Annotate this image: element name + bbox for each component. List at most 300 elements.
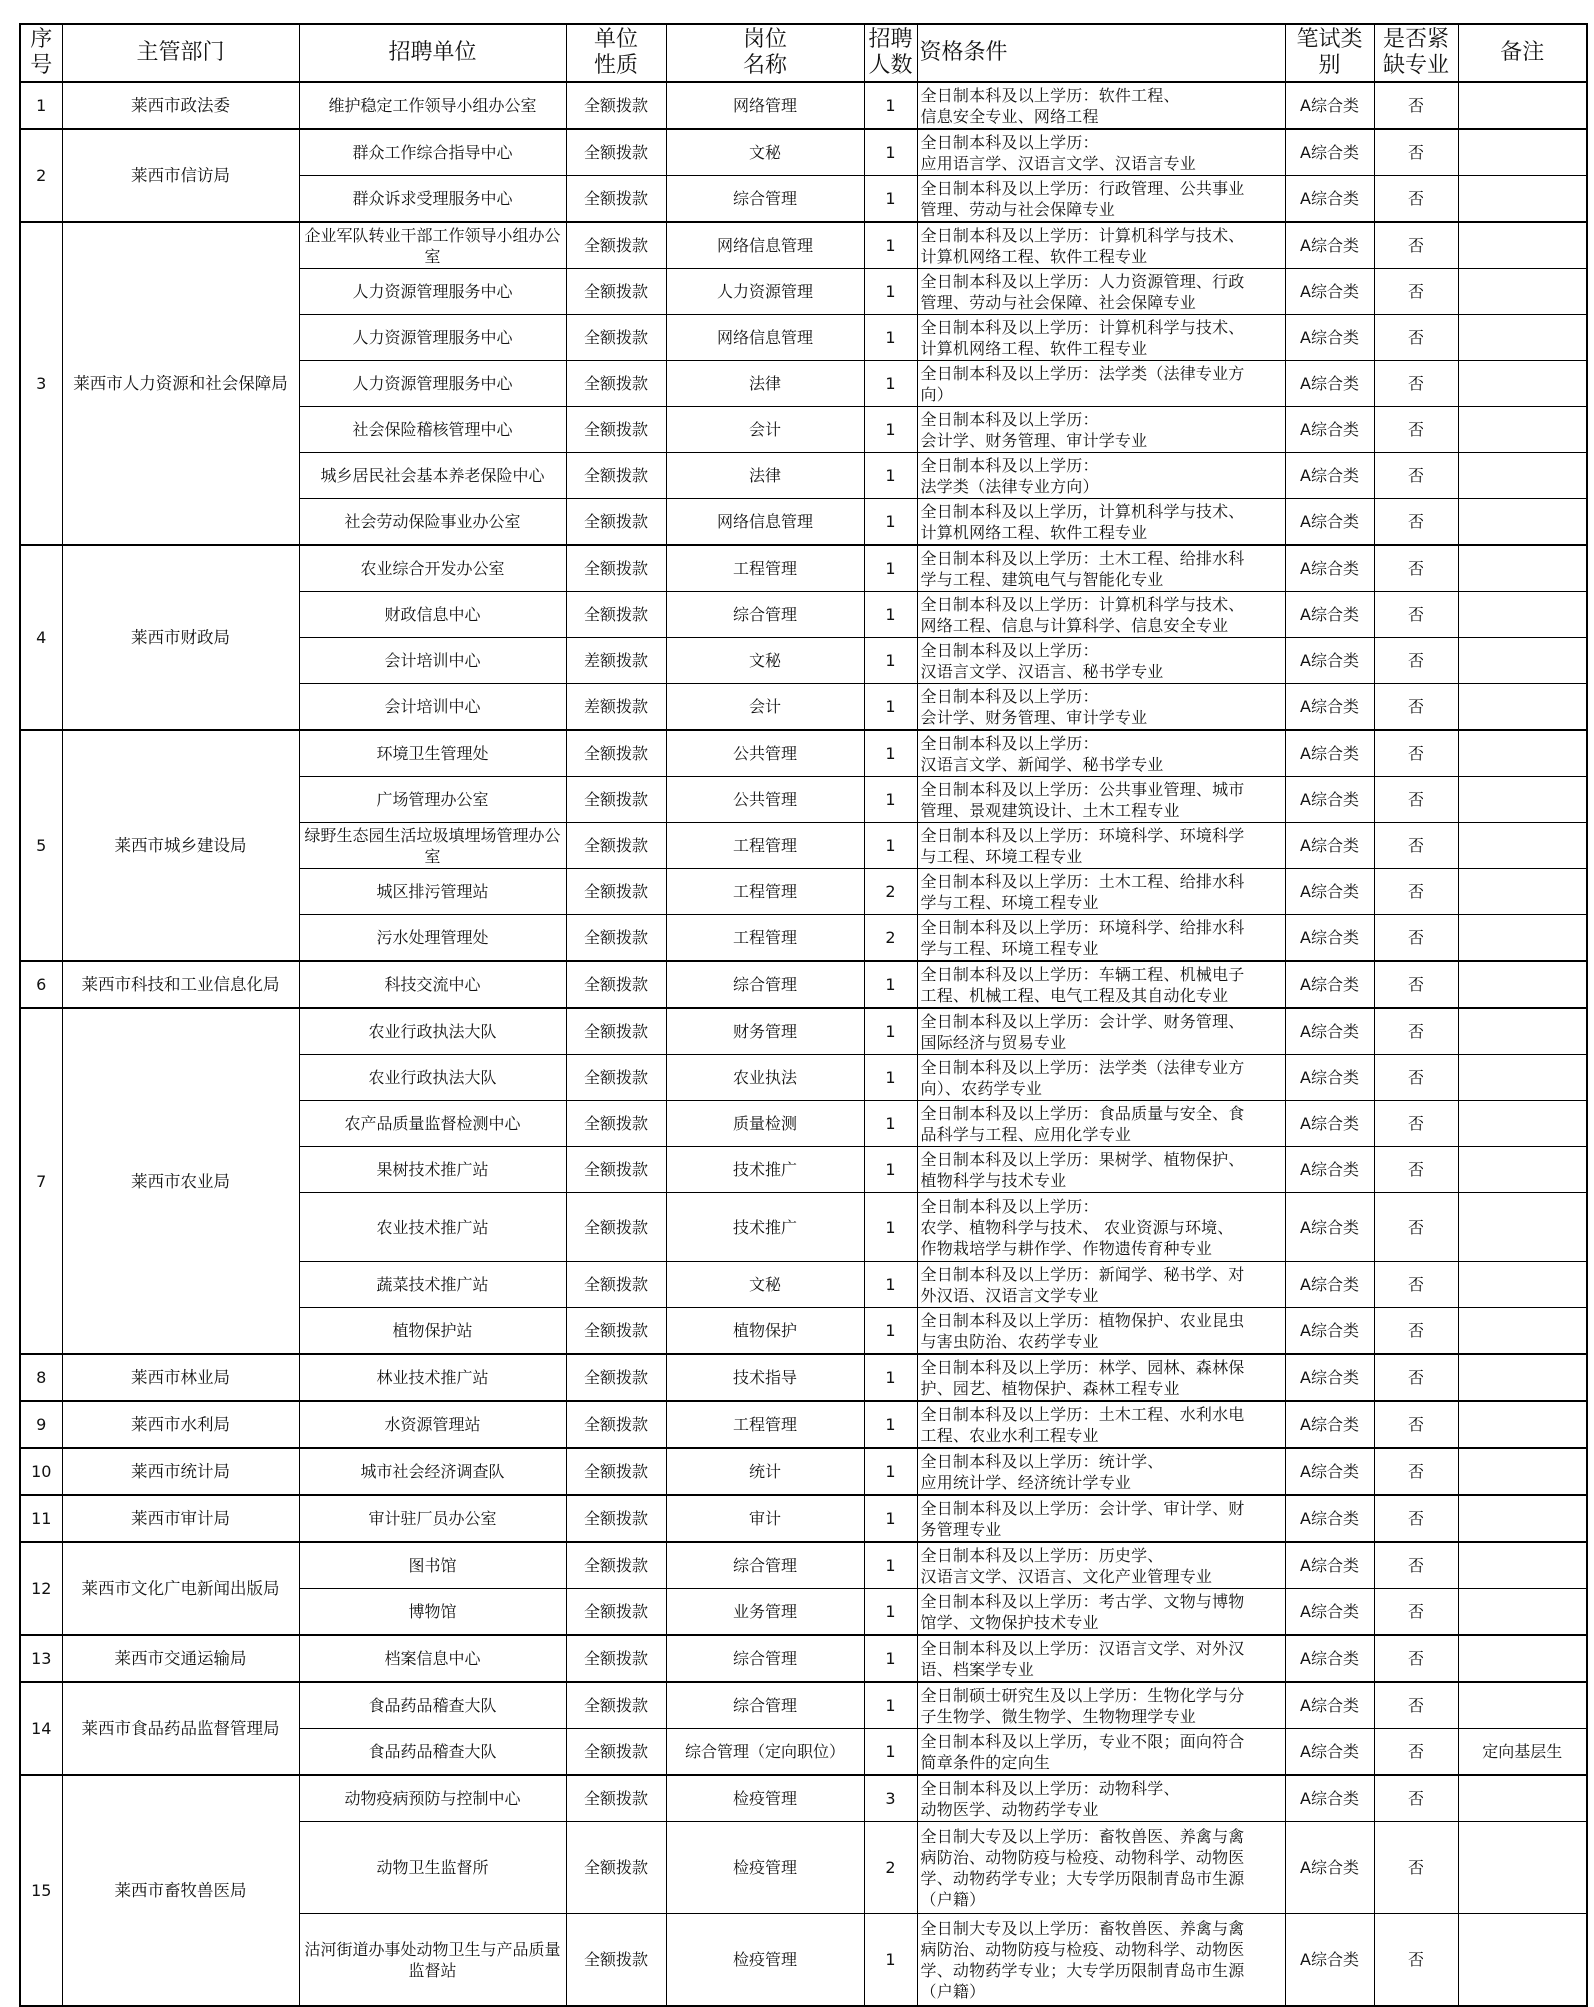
hire-count: 1 — [864, 1542, 917, 1589]
department: 莱西市财政局 — [62, 545, 299, 730]
unit-nature: 全额拨款 — [566, 1729, 666, 1776]
row-number: 11 — [20, 1495, 62, 1542]
remarks — [1458, 1008, 1587, 1055]
hiring-unit: 企业军队转业干部工作领导小组办公室 — [299, 222, 566, 269]
exam-category: A综合类 — [1285, 1448, 1374, 1495]
requirements: 全日制本科及以上学历：计算机科学与技术、 计算机网络工程、软件工程专业 — [917, 222, 1285, 269]
hire-count: 1 — [864, 1308, 917, 1355]
unit-nature: 全额拨款 — [566, 1448, 666, 1495]
department: 莱西市科技和工业信息化局 — [62, 961, 299, 1008]
urgent-major: 否 — [1374, 82, 1458, 129]
table-row — [20, 129, 1587, 176]
table-row — [20, 82, 1587, 129]
hiring-unit: 人力资源管理服务中心 — [299, 361, 566, 407]
hire-count: 1 — [864, 176, 917, 223]
urgent-major: 否 — [1374, 1308, 1458, 1355]
post-name: 业务管理 — [666, 1589, 864, 1636]
requirements: 全日制本科及以上学历：动物科学、 动物医学、动物药学专业 — [917, 1775, 1285, 1822]
hiring-unit: 林业技术推广站 — [299, 1354, 566, 1401]
requirements: 全日制本科及以上学历： 农学、植物科学与技术、 农业资源与环境、 作物栽培学与耕作学、作物遗传育种专业 — [917, 1193, 1285, 1262]
urgent-major: 否 — [1374, 1055, 1458, 1101]
requirements: 全日制本科及以上学历：土木工程、水利水电 工程、农业水利工程专业 — [917, 1401, 1285, 1448]
hire-count: 1 — [864, 1354, 917, 1401]
hire-count: 1 — [864, 1193, 917, 1262]
urgent-major: 否 — [1374, 1401, 1458, 1448]
header-urgent: 是否紧 缺专业 — [1374, 24, 1458, 82]
remarks — [1458, 869, 1587, 915]
exam-category: A综合类 — [1285, 684, 1374, 731]
post-name: 综合管理 — [666, 592, 864, 638]
row-number: 6 — [20, 961, 62, 1008]
exam-category: A综合类 — [1285, 1401, 1374, 1448]
post-name: 工程管理 — [666, 869, 864, 915]
urgent-major: 否 — [1374, 1589, 1458, 1636]
hire-count: 1 — [864, 1147, 917, 1193]
unit-nature: 全额拨款 — [566, 730, 666, 777]
hiring-unit: 审计驻厂员办公室 — [299, 1495, 566, 1542]
urgent-major: 否 — [1374, 545, 1458, 592]
remarks — [1458, 361, 1587, 407]
hire-count: 1 — [864, 730, 917, 777]
urgent-major: 否 — [1374, 592, 1458, 638]
header-nature: 单位 性质 — [566, 24, 666, 82]
post-name: 会计 — [666, 684, 864, 731]
hiring-unit: 图书馆 — [299, 1542, 566, 1589]
remarks — [1458, 592, 1587, 638]
unit-nature: 全额拨款 — [566, 1308, 666, 1355]
remarks — [1458, 222, 1587, 269]
row-number: 14 — [20, 1682, 62, 1775]
remarks — [1458, 1914, 1587, 2007]
remarks: 定向基层生 — [1458, 1729, 1587, 1776]
urgent-major: 否 — [1374, 1147, 1458, 1193]
exam-category: A综合类 — [1285, 961, 1374, 1008]
post-name: 法律 — [666, 453, 864, 499]
post-name: 工程管理 — [666, 545, 864, 592]
unit-nature: 全额拨款 — [566, 1589, 666, 1636]
remarks — [1458, 730, 1587, 777]
exam-category: A综合类 — [1285, 1682, 1374, 1729]
post-name: 网络信息管理 — [666, 222, 864, 269]
unit-nature: 全额拨款 — [566, 1682, 666, 1729]
hire-count: 1 — [864, 222, 917, 269]
hiring-unit: 果树技术推广站 — [299, 1147, 566, 1193]
post-name: 植物保护 — [666, 1308, 864, 1355]
unit-nature: 全额拨款 — [566, 1101, 666, 1147]
urgent-major: 否 — [1374, 1448, 1458, 1495]
post-name: 网络管理 — [666, 82, 864, 129]
exam-category: A综合类 — [1285, 315, 1374, 361]
header-post: 岗位 名称 — [666, 24, 864, 82]
post-name: 网络信息管理 — [666, 499, 864, 546]
unit-nature: 全额拨款 — [566, 315, 666, 361]
hiring-unit: 社会劳动保险事业办公室 — [299, 499, 566, 546]
department: 莱西市人力资源和社会保障局 — [62, 222, 299, 545]
table-row — [20, 1542, 1587, 1589]
requirements: 全日制本科及以上学历： 会计学、财务管理、审计学专业 — [917, 407, 1285, 453]
requirements: 全日制本科及以上学历：行政管理、公共事业 管理、劳动与社会保障专业 — [917, 176, 1285, 223]
hiring-unit: 城乡居民社会基本养老保险中心 — [299, 453, 566, 499]
hire-count: 1 — [864, 1401, 917, 1448]
hire-count: 1 — [864, 269, 917, 315]
hire-count: 1 — [864, 361, 917, 407]
hiring-unit: 群众诉求受理服务中心 — [299, 176, 566, 223]
hire-count: 1 — [864, 823, 917, 869]
exam-category: A综合类 — [1285, 730, 1374, 777]
department: 莱西市统计局 — [62, 1448, 299, 1495]
hire-count: 1 — [864, 129, 917, 176]
requirements: 全日制本科及以上学历：法学类（法律专业方 向） — [917, 361, 1285, 407]
exam-category: A综合类 — [1285, 1354, 1374, 1401]
remarks — [1458, 1682, 1587, 1729]
unit-nature: 全额拨款 — [566, 869, 666, 915]
exam-category: A综合类 — [1285, 1775, 1374, 1822]
hiring-unit: 人力资源管理服务中心 — [299, 269, 566, 315]
urgent-major: 否 — [1374, 777, 1458, 823]
post-name: 法律 — [666, 361, 864, 407]
requirements: 全日制本科及以上学历：汉语言文学、对外汉 语、档案学专业 — [917, 1635, 1285, 1682]
urgent-major: 否 — [1374, 1682, 1458, 1729]
urgent-major: 否 — [1374, 269, 1458, 315]
hire-count: 1 — [864, 1101, 917, 1147]
urgent-major: 否 — [1374, 453, 1458, 499]
post-name: 综合管理（定向职位） — [666, 1729, 864, 1776]
unit-nature: 全额拨款 — [566, 1822, 666, 1914]
post-name: 综合管理 — [666, 1635, 864, 1682]
exam-category: A综合类 — [1285, 222, 1374, 269]
remarks — [1458, 1822, 1587, 1914]
requirements: 全日制本科及以上学历： 会计学、财务管理、审计学专业 — [917, 684, 1285, 731]
department: 莱西市政法委 — [62, 82, 299, 129]
urgent-major: 否 — [1374, 176, 1458, 223]
post-name: 技术指导 — [666, 1354, 864, 1401]
table-row — [20, 1635, 1587, 1682]
hire-count: 2 — [864, 1822, 917, 1914]
exam-category: A综合类 — [1285, 1542, 1374, 1589]
post-name: 统计 — [666, 1448, 864, 1495]
hire-count: 1 — [864, 1448, 917, 1495]
table-row — [20, 730, 1587, 777]
requirements: 全日制本科及以上学历：新闻学、秘书学、对 外汉语、汉语言文学专业 — [917, 1262, 1285, 1308]
unit-nature: 全额拨款 — [566, 1635, 666, 1682]
urgent-major: 否 — [1374, 1775, 1458, 1822]
header-count: 招聘 人数 — [864, 24, 917, 82]
exam-category: A综合类 — [1285, 1262, 1374, 1308]
hiring-unit: 群众工作综合指导中心 — [299, 129, 566, 176]
remarks — [1458, 1495, 1587, 1542]
exam-category: A综合类 — [1285, 1635, 1374, 1682]
urgent-major: 否 — [1374, 361, 1458, 407]
header-exam: 笔试类 别 — [1285, 24, 1374, 82]
hiring-unit: 动物卫生监督所 — [299, 1822, 566, 1914]
table-row — [20, 1354, 1587, 1401]
department: 莱西市水利局 — [62, 1401, 299, 1448]
urgent-major: 否 — [1374, 129, 1458, 176]
remarks — [1458, 1308, 1587, 1355]
row-number: 10 — [20, 1448, 62, 1495]
unit-nature: 全额拨款 — [566, 961, 666, 1008]
requirements: 全日制本科及以上学历：环境科学、给排水科 学与工程、环境工程专业 — [917, 915, 1285, 962]
hiring-unit: 档案信息中心 — [299, 1635, 566, 1682]
remarks — [1458, 1589, 1587, 1636]
exam-category: A综合类 — [1285, 1914, 1374, 2007]
unit-nature: 全额拨款 — [566, 176, 666, 223]
remarks — [1458, 823, 1587, 869]
requirements: 全日制本科及以上学历：土木工程、给排水科 学与工程、建筑电气与智能化专业 — [917, 545, 1285, 592]
urgent-major: 否 — [1374, 869, 1458, 915]
requirements: 全日制本科及以上学历：计算机科学与技术、 计算机网络工程、软件工程专业 — [917, 315, 1285, 361]
hire-count: 1 — [864, 1635, 917, 1682]
exam-category: A综合类 — [1285, 82, 1374, 129]
requirements: 全日制大专及以上学历：畜牧兽医、养禽与禽 病防治、动物防疫与检疫、动物科学、动物医 学、动物药学专业；大专学历限制青岛市生源 （户籍） — [917, 1914, 1285, 2007]
department: 莱西市信访局 — [62, 129, 299, 222]
requirements: 全日制本科及以上学历：软件工程、 信息安全专业、网络工程 — [917, 82, 1285, 129]
hire-count: 1 — [864, 1914, 917, 2007]
post-name: 人力资源管理 — [666, 269, 864, 315]
header-unit: 招聘单位 — [299, 24, 566, 82]
post-name: 财务管理 — [666, 1008, 864, 1055]
recruitment-table — [19, 23, 1588, 2007]
requirements: 全日制本科及以上学历，计算机科学与技术、 计算机网络工程、软件工程专业 — [917, 499, 1285, 546]
hire-count: 1 — [864, 777, 917, 823]
remarks — [1458, 176, 1587, 223]
post-name: 质量检测 — [666, 1101, 864, 1147]
hiring-unit: 城市社会经济调查队 — [299, 1448, 566, 1495]
hire-count: 1 — [864, 1589, 917, 1636]
hire-count: 1 — [864, 961, 917, 1008]
remarks — [1458, 1193, 1587, 1262]
row-number: 15 — [20, 1775, 62, 2006]
hire-count: 1 — [864, 684, 917, 731]
remarks — [1458, 1542, 1587, 1589]
unit-nature: 全额拨款 — [566, 592, 666, 638]
row-number: 7 — [20, 1008, 62, 1354]
post-name: 文秘 — [666, 638, 864, 684]
unit-nature: 全额拨款 — [566, 1147, 666, 1193]
exam-category: A综合类 — [1285, 1729, 1374, 1776]
remarks — [1458, 638, 1587, 684]
hire-count: 1 — [864, 315, 917, 361]
requirements: 全日制本科及以上学历：历史学、 汉语言文学、汉语言、文化产业管理专业 — [917, 1542, 1285, 1589]
remarks — [1458, 1775, 1587, 1822]
hiring-unit: 蔬菜技术推广站 — [299, 1262, 566, 1308]
exam-category: A综合类 — [1285, 453, 1374, 499]
exam-category: A综合类 — [1285, 823, 1374, 869]
unit-nature: 全额拨款 — [566, 1495, 666, 1542]
hiring-unit: 农业综合开发办公室 — [299, 545, 566, 592]
table-row — [20, 545, 1587, 592]
remarks — [1458, 1635, 1587, 1682]
remarks — [1458, 407, 1587, 453]
remarks — [1458, 269, 1587, 315]
hiring-unit: 农业技术推广站 — [299, 1193, 566, 1262]
unit-nature: 全额拨款 — [566, 407, 666, 453]
requirements: 全日制本科及以上学历：考古学、文物与博物 馆学、文物保护技术专业 — [917, 1589, 1285, 1636]
header-note: 备注 — [1458, 24, 1587, 82]
unit-nature: 全额拨款 — [566, 361, 666, 407]
hiring-unit: 动物疫病预防与控制中心 — [299, 1775, 566, 1822]
table-row — [20, 222, 1587, 269]
department: 莱西市审计局 — [62, 1495, 299, 1542]
header-dept: 主管部门 — [62, 24, 299, 82]
remarks — [1458, 453, 1587, 499]
post-name: 公共管理 — [666, 730, 864, 777]
hiring-unit: 城区排污管理站 — [299, 869, 566, 915]
post-name: 检疫管理 — [666, 1822, 864, 1914]
exam-category: A综合类 — [1285, 1147, 1374, 1193]
exam-category: A综合类 — [1285, 176, 1374, 223]
urgent-major: 否 — [1374, 823, 1458, 869]
hire-count: 1 — [864, 407, 917, 453]
requirements: 全日制本科及以上学历：会计学、财务管理、 国际经济与贸易专业 — [917, 1008, 1285, 1055]
urgent-major: 否 — [1374, 1495, 1458, 1542]
unit-nature: 全额拨款 — [566, 1008, 666, 1055]
exam-category: A综合类 — [1285, 1495, 1374, 1542]
exam-category: A综合类 — [1285, 1193, 1374, 1262]
hire-count: 1 — [864, 592, 917, 638]
hiring-unit: 农业行政执法大队 — [299, 1055, 566, 1101]
exam-category: A综合类 — [1285, 1589, 1374, 1636]
hiring-unit: 科技交流中心 — [299, 961, 566, 1008]
unit-nature: 全额拨款 — [566, 82, 666, 129]
requirements: 全日制本科及以上学历： 汉语言文学、新闻学、秘书学专业 — [917, 730, 1285, 777]
hiring-unit: 维护稳定工作领导小组办公室 — [299, 82, 566, 129]
post-name: 网络信息管理 — [666, 315, 864, 361]
hiring-unit: 农业行政执法大队 — [299, 1008, 566, 1055]
requirements: 全日制硕士研究生及以上学历：生物化学与分 子生物学、微生物学、生物物理学专业 — [917, 1682, 1285, 1729]
exam-category: A综合类 — [1285, 869, 1374, 915]
post-name: 审计 — [666, 1495, 864, 1542]
urgent-major: 否 — [1374, 1542, 1458, 1589]
department: 莱西市食品药品监督管理局 — [62, 1682, 299, 1775]
requirements: 全日制本科及以上学历：会计学、审计学、财 务管理专业 — [917, 1495, 1285, 1542]
requirements: 全日制本科及以上学历：土木工程、给排水科 学与工程、环境工程专业 — [917, 869, 1285, 915]
hiring-unit: 水资源管理站 — [299, 1401, 566, 1448]
unit-nature: 全额拨款 — [566, 915, 666, 962]
exam-category: A综合类 — [1285, 269, 1374, 315]
post-name: 农业执法 — [666, 1055, 864, 1101]
unit-nature: 差额拨款 — [566, 684, 666, 731]
remarks — [1458, 1262, 1587, 1308]
department: 莱西市畜牧兽医局 — [62, 1775, 299, 2006]
exam-category: A综合类 — [1285, 638, 1374, 684]
exam-category: A综合类 — [1285, 1822, 1374, 1914]
hiring-unit: 沽河街道办事处动物卫生与产品质量监督站 — [299, 1914, 566, 2007]
post-name: 综合管理 — [666, 1542, 864, 1589]
urgent-major: 否 — [1374, 1101, 1458, 1147]
row-number: 1 — [20, 82, 62, 129]
row-number: 8 — [20, 1354, 62, 1401]
hire-count: 1 — [864, 453, 917, 499]
unit-nature: 全额拨款 — [566, 1055, 666, 1101]
remarks — [1458, 1147, 1587, 1193]
department: 莱西市交通运输局 — [62, 1635, 299, 1682]
post-name: 综合管理 — [666, 176, 864, 223]
unit-nature: 全额拨款 — [566, 777, 666, 823]
urgent-major: 否 — [1374, 1914, 1458, 2007]
urgent-major: 否 — [1374, 222, 1458, 269]
remarks — [1458, 129, 1587, 176]
hiring-unit: 农产品质量监督检测中心 — [299, 1101, 566, 1147]
exam-category: A综合类 — [1285, 545, 1374, 592]
post-name: 检疫管理 — [666, 1775, 864, 1822]
unit-nature: 全额拨款 — [566, 499, 666, 546]
remarks — [1458, 1448, 1587, 1495]
unit-nature: 全额拨款 — [566, 1542, 666, 1589]
hire-count: 2 — [864, 915, 917, 962]
row-number: 13 — [20, 1635, 62, 1682]
hiring-unit: 食品药品稽查大队 — [299, 1682, 566, 1729]
row-number: 2 — [20, 129, 62, 222]
unit-nature: 全额拨款 — [566, 1401, 666, 1448]
remarks — [1458, 499, 1587, 546]
exam-category: A综合类 — [1285, 129, 1374, 176]
urgent-major: 否 — [1374, 1729, 1458, 1776]
requirements: 全日制本科及以上学历：统计学、 应用统计学、经济统计学专业 — [917, 1448, 1285, 1495]
header-req: 资格条件 — [917, 24, 1285, 82]
exam-category: A综合类 — [1285, 1101, 1374, 1147]
row-number: 12 — [20, 1542, 62, 1635]
table-row — [20, 1401, 1587, 1448]
hire-count: 3 — [864, 1775, 917, 1822]
hiring-unit: 人力资源管理服务中心 — [299, 315, 566, 361]
unit-nature: 全额拨款 — [566, 545, 666, 592]
requirements: 全日制本科及以上学历： 法学类（法律专业方向） — [917, 453, 1285, 499]
hiring-unit: 环境卫生管理处 — [299, 730, 566, 777]
hiring-unit: 财政信息中心 — [299, 592, 566, 638]
hiring-unit: 博物馆 — [299, 1589, 566, 1636]
post-name: 文秘 — [666, 1262, 864, 1308]
row-number: 5 — [20, 730, 62, 961]
table-row — [20, 1448, 1587, 1495]
table-row — [20, 1682, 1587, 1729]
exam-category: A综合类 — [1285, 777, 1374, 823]
urgent-major: 否 — [1374, 499, 1458, 546]
remarks — [1458, 777, 1587, 823]
remarks — [1458, 684, 1587, 731]
unit-nature: 全额拨款 — [566, 453, 666, 499]
remarks — [1458, 1354, 1587, 1401]
exam-category: A综合类 — [1285, 1055, 1374, 1101]
post-name: 工程管理 — [666, 1401, 864, 1448]
unit-nature: 差额拨款 — [566, 638, 666, 684]
header-no: 序 号 — [20, 24, 62, 82]
hire-count: 2 — [864, 869, 917, 915]
unit-nature: 全额拨款 — [566, 1193, 666, 1262]
exam-category: A综合类 — [1285, 1308, 1374, 1355]
remarks — [1458, 315, 1587, 361]
requirements: 全日制本科及以上学历： 汉语言文学、汉语言、秘书学专业 — [917, 638, 1285, 684]
requirements: 全日制本科及以上学历： 应用语言学、汉语言文学、汉语言专业 — [917, 129, 1285, 176]
hire-count: 1 — [864, 1495, 917, 1542]
hiring-unit: 社会保险稽核管理中心 — [299, 407, 566, 453]
header-row — [20, 24, 1587, 82]
hiring-unit: 食品药品稽查大队 — [299, 1729, 566, 1776]
hire-count: 1 — [864, 499, 917, 546]
hire-count: 1 — [864, 638, 917, 684]
requirements: 全日制本科及以上学历：环境科学、环境科学 与工程、环境工程专业 — [917, 823, 1285, 869]
hire-count: 1 — [864, 545, 917, 592]
unit-nature: 全额拨款 — [566, 1354, 666, 1401]
urgent-major: 否 — [1374, 730, 1458, 777]
hire-count: 1 — [864, 1262, 917, 1308]
unit-nature: 全额拨款 — [566, 1775, 666, 1822]
table-row — [20, 1008, 1587, 1055]
requirements: 全日制本科及以上学历：计算机科学与技术、 网络工程、信息与计算科学、信息安全专业 — [917, 592, 1285, 638]
remarks — [1458, 961, 1587, 1008]
department: 莱西市林业局 — [62, 1354, 299, 1401]
remarks — [1458, 82, 1587, 129]
